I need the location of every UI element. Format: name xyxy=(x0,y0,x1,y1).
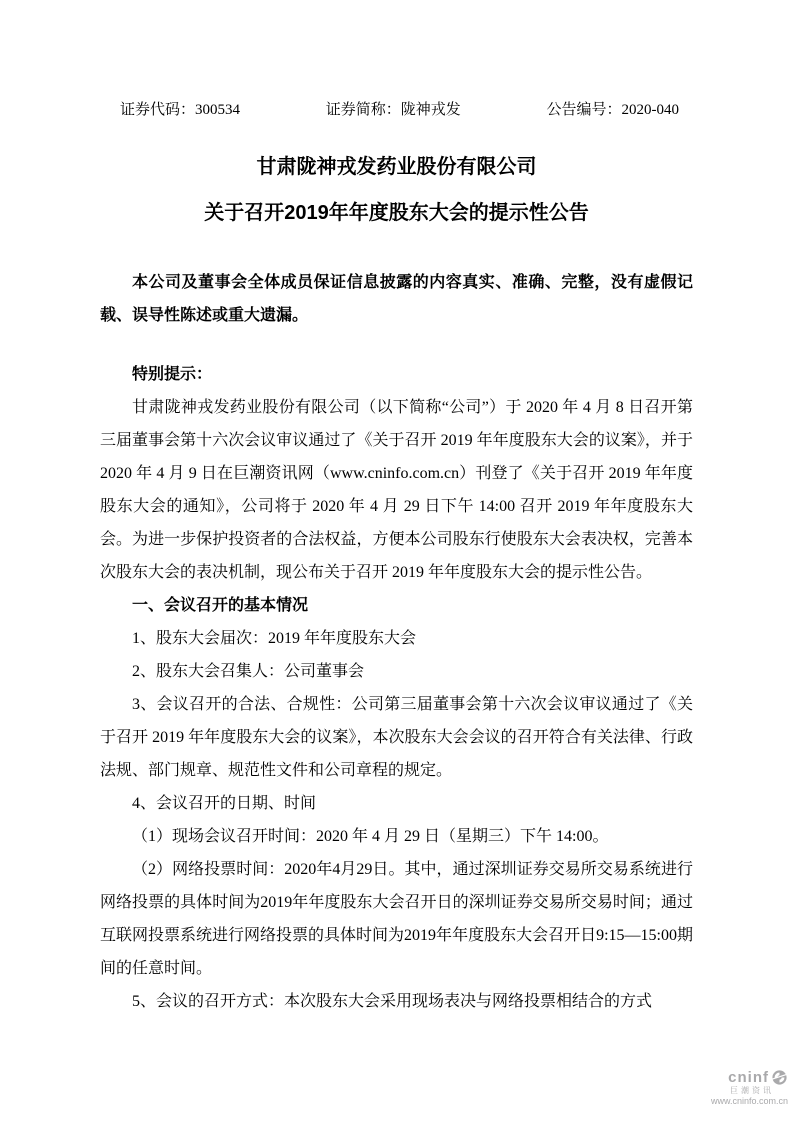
disclaimer-statement: 本公司及董事会全体成员保证信息披露的内容真实、准确、完整，没有虚假记载、误导性陈述或重大遗漏。 xyxy=(100,274,693,324)
intro-paragraph: 甘肃陇神戎发药业股份有限公司（以下简称“公司”）于 2020 年 4 月 8 日召开第三届董事会第十六次会议审议通过了《关于召开 2019 年年度股东大会的议案》，并于 2020 年 4 月 9 日在巨潮资讯网（www.cninfo.com.cn）刊登了《关于召开 2019 年年度股东大会的通知》，公司将于 2020 年 4 月 29 日下午 14:00 召开 2019 年年度股东大会。为进一步保护投资者的合法权益，方便本公司股东行使股东大会表决权，完善本次股东大会的表决机制，现公布关于召开 2019 年年度股东大会的提示性公告。 xyxy=(100,399,693,581)
cninfo-brand-text: cninf xyxy=(728,1068,769,1086)
item-2-convener: 2、股东大会召集人：公司董事会 xyxy=(132,663,365,680)
special-hint-heading: 特别提示： xyxy=(132,366,213,383)
body-text xyxy=(100,358,693,1018)
item-5-meeting-method: 5、会议的召开方式：本次股东大会采用现场表决与网络投票相结合的方式 xyxy=(132,993,653,1010)
cninfo-swirl-icon xyxy=(771,1069,788,1086)
doc-header xyxy=(100,100,693,120)
stock-code: 证券代码：300534 xyxy=(120,102,241,118)
item-4-1-onsite-time: （1）现场会议召开时间：2020 年 4 月 29 日（星期三）下午 14:00。 xyxy=(132,828,609,845)
item-4-2-online-vote-time: （2）网络投票时间：2020年4月29日。其中，通过深圳证券交易所交易系统进行网络投票的具体时间为2019年年度股东大会召开日的深圳证券交易所交易时间；通过互联网投票系统进行网络投票的具体时间为2019年年度股东大会召开日9:15—15:00期间的任意时间。 xyxy=(100,861,693,977)
cninfo-cn-name: 巨潮资讯 xyxy=(730,1086,774,1096)
announcement-number: 公告编号：2020-040 xyxy=(546,102,679,118)
item-4-date-time: 4、会议召开的日期、时间 xyxy=(132,795,317,812)
item-3-legality: 3、会议召开的合法、合规性：公司第三届董事会第十六次会议审议通过了《关于召开 2019 年年度股东大会的议案》，本次股东大会会议的召开符合有关法律、行政法规、部门规章、规范性文件和公司章程的规定。 xyxy=(100,696,693,779)
section-1-heading: 一、会议召开的基本情况 xyxy=(132,597,309,614)
cninfo-brand-row xyxy=(711,1069,788,1086)
company-name-title: 甘肃陇神戎发药业股份有限公司 xyxy=(256,156,537,178)
document-title: 关于召开2019年年度股东大会的提示性公告 xyxy=(204,202,589,224)
cninfo-logo xyxy=(711,1069,788,1107)
stock-name: 证券简称：陇神戎发 xyxy=(325,102,461,118)
item-1-meeting-session: 1、股东大会届次：2019 年年度股东大会 xyxy=(132,630,417,647)
cninfo-url: www.cninfo.com.cn xyxy=(710,1096,788,1107)
